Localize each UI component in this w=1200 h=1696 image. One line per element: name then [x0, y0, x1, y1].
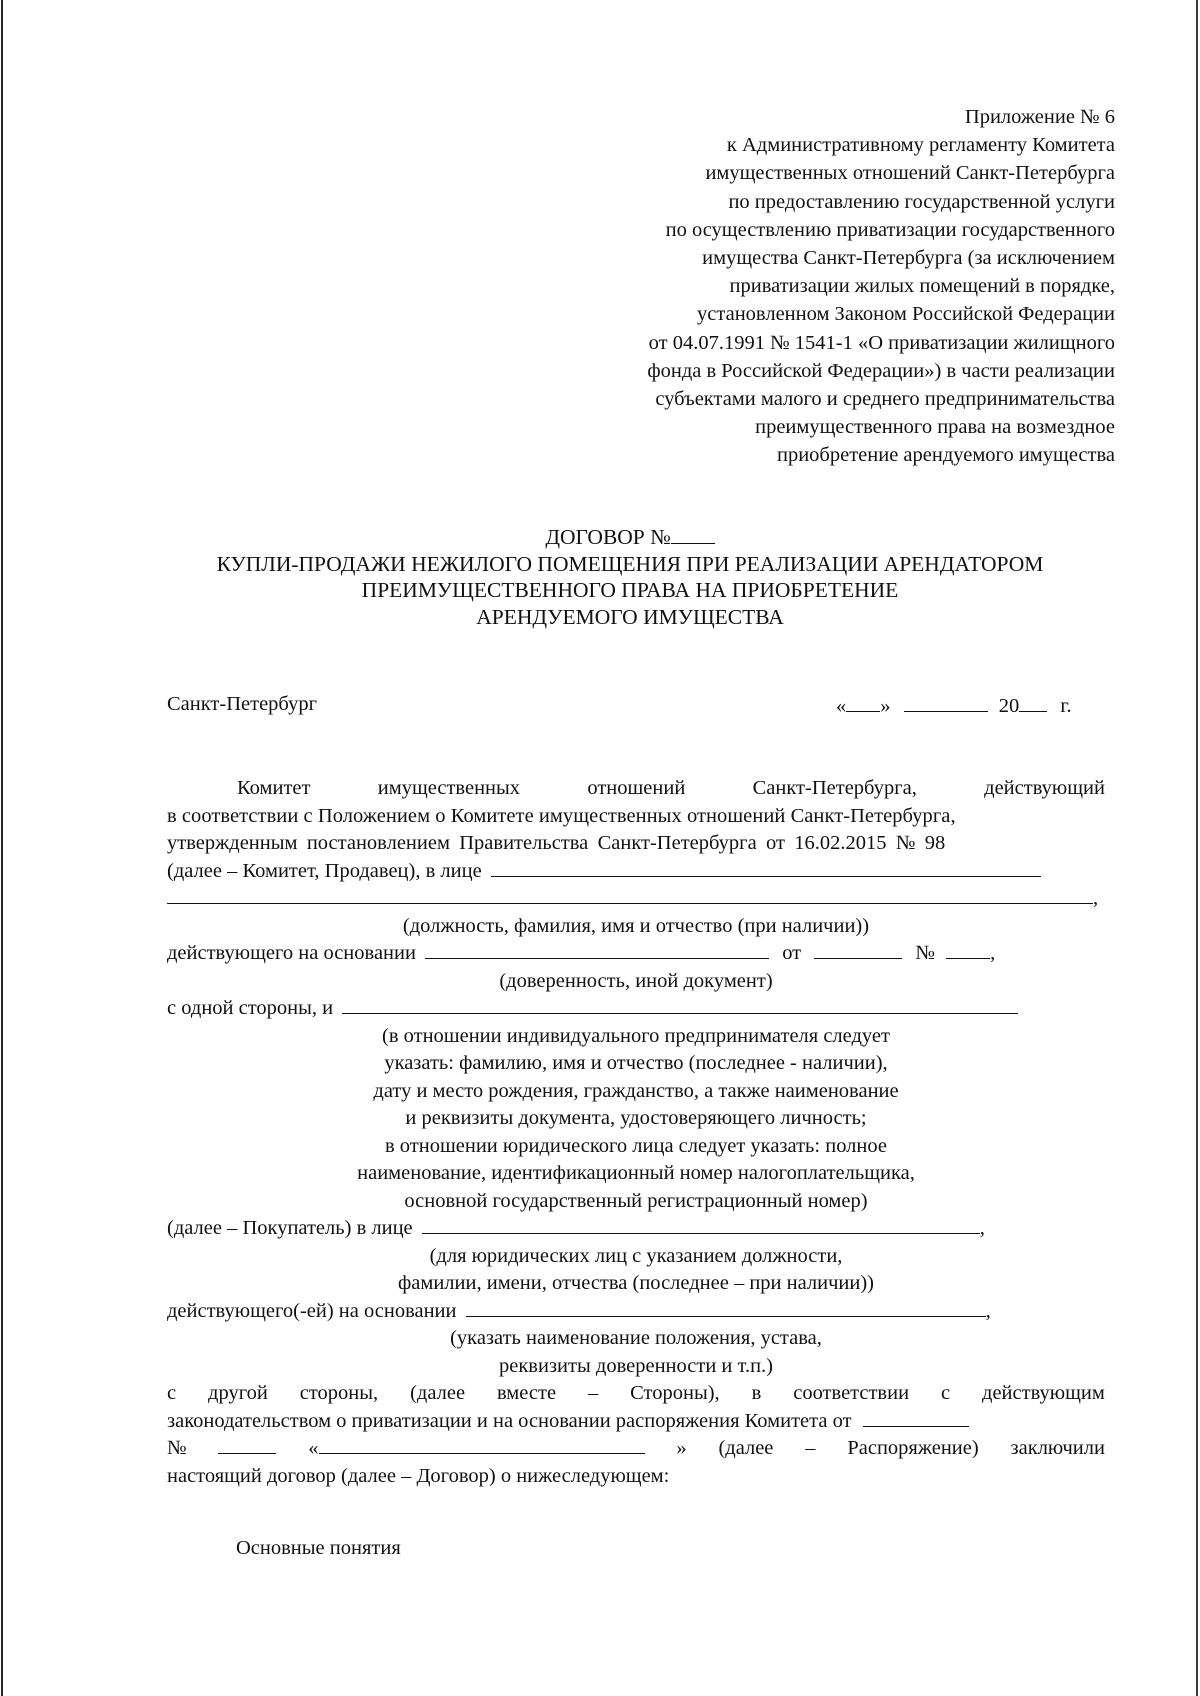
- word: стороны,: [299, 1382, 379, 1404]
- hint-party: (в отношении индивидуального предпринимателя следует: [382, 1024, 890, 1047]
- hint-basis: (указать наименование положения, устава,: [450, 1327, 822, 1349]
- word: (далее: [718, 1437, 774, 1459]
- date-year-prefix: 20: [998, 695, 1020, 717]
- order-date-blank: [863, 1408, 969, 1427]
- acting-basis2-blank: [466, 1298, 986, 1317]
- word: имущественных: [377, 777, 521, 799]
- appendix-line: имущества Санкт-Петербурга (за исключением: [702, 247, 1115, 270]
- hint-party: в отношении юридического лица следует указать: полное: [385, 1134, 887, 1157]
- appendix-line: субъектами малого и среднего предпринимательства: [655, 388, 1115, 411]
- word: действующим: [982, 1382, 1105, 1404]
- contract-number-label: ДОГОВОР №: [545, 525, 671, 549]
- contract-title-line: ПРЕИМУЩЕСТВЕННОГО ПРАВА НА ПРИОБРЕТЕНИЕ: [361, 578, 899, 602]
- section-heading: Основные понятия: [236, 1537, 401, 1559]
- comma: ,: [979, 1217, 985, 1239]
- hint-position: (должность, фамилия, имя и отчество (при наличии)): [402, 914, 870, 937]
- buyer-label: (далее – Покупатель) в лице: [167, 1217, 413, 1239]
- acting-basis-line: [167, 940, 1105, 968]
- hint-legal: фамилии, имени, отчества (последнее – при наличии)): [397, 1272, 874, 1294]
- contract-title: [140, 524, 1120, 630]
- contract-title-line: КУПЛИ-ПРОДАЖИ НЕЖИЛОГО ПОМЕЩЕНИЯ ПРИ РЕАЛИЗАЦИИ АРЕНДАТОРОМ: [216, 551, 1044, 576]
- one-side-line: [167, 995, 1105, 1023]
- number-blank: [946, 940, 990, 959]
- word: »: [676, 1437, 687, 1459]
- order-line: [167, 1435, 1105, 1463]
- word: с: [940, 1382, 951, 1404]
- appendix-line: установленном Законом Российской Федерации: [697, 303, 1115, 326]
- acting-basis-label: действующего на основании: [167, 942, 416, 964]
- seller-representative-label: (далее – Комитет, Продавец), в лице: [167, 859, 482, 882]
- appendix-line: по осуществлению приватизации государственного: [665, 218, 1115, 241]
- preamble: [167, 775, 1105, 1490]
- from-label: от: [782, 942, 802, 964]
- number-sign: №: [915, 942, 935, 964]
- contract-place: Санкт-Петербург: [167, 693, 317, 715]
- hint-doc: (доверенность, иной документ): [499, 969, 773, 992]
- hint-party: и реквизиты документа, удостоверяющего личность;: [405, 1107, 867, 1129]
- acting-basis2-label: действующего(-ей) на основании: [167, 1299, 457, 1322]
- other-side-line: [167, 1380, 1105, 1408]
- comma: ,: [990, 942, 996, 964]
- scan-edge-right: [1196, 0, 1198, 1696]
- date-day-blank: [846, 693, 880, 712]
- word: (далее: [410, 1382, 466, 1404]
- word: Комитет: [237, 777, 311, 799]
- appendix-header: [475, 103, 1115, 470]
- word: –: [587, 1382, 599, 1404]
- seller-representative-blank-2: [167, 885, 1093, 904]
- acting-basis2-line: [167, 1298, 1105, 1326]
- hint-party: указать: фамилию, имя и отчество (последнее - наличии),: [384, 1052, 888, 1074]
- hint-basis: реквизиты доверенности и т.п.): [499, 1354, 773, 1377]
- word: заключили: [1010, 1437, 1105, 1459]
- order-number-blank: [218, 1435, 276, 1454]
- word: Стороны),: [630, 1382, 720, 1404]
- appendix-line: Приложение № 6: [964, 106, 1115, 128]
- appendix-line: по предоставлению государственной услуги: [728, 190, 1115, 213]
- preamble-line: [167, 775, 1105, 803]
- seller-representative-blank: [491, 858, 1041, 877]
- hint-legal: (для юридических лиц с указанием должности,: [429, 1244, 843, 1267]
- contract-number-line: [140, 524, 1120, 551]
- contract-title-line: АРЕНДУЕМОГО ИМУЩЕСТВА: [476, 604, 784, 629]
- word: –: [805, 1437, 816, 1459]
- order-title-field: [308, 1435, 644, 1463]
- order-open-quote: «: [308, 1437, 319, 1459]
- date-open-quote: «: [836, 695, 847, 717]
- appendix-line: преимущественного права на возмездное: [755, 416, 1115, 439]
- word: с: [167, 1382, 177, 1404]
- comma: ,: [985, 1299, 991, 1322]
- contract-number-blank: [671, 525, 715, 544]
- buyer-representative-blank: [422, 1215, 980, 1234]
- legislation-line: [167, 1408, 1105, 1436]
- scan-edge-left: [1, 0, 3, 1696]
- date-year-blank: [1019, 693, 1047, 712]
- hint-party: дату и место рождения, гражданство, а также наименование: [373, 1079, 899, 1102]
- order-no: №: [167, 1437, 187, 1459]
- one-side-label: с одной стороны, и: [167, 997, 334, 1019]
- order-title-blank: [319, 1435, 645, 1454]
- word: Распоряжение): [847, 1437, 979, 1459]
- buyer-name-blank: [342, 995, 1018, 1014]
- concluded-line: настоящий договор (далее – Договор) о нижеследующем:: [167, 1464, 670, 1487]
- date-year-suffix: г.: [1060, 695, 1072, 717]
- date-close-quote: »: [880, 695, 891, 717]
- acting-basis-blank: [425, 940, 769, 959]
- comma: ,: [1093, 887, 1099, 909]
- preamble-line: в соответствии с Положением о Комитете имущественных отношений Санкт-Петербурга,: [167, 804, 956, 827]
- date-month-blank: [904, 693, 988, 712]
- from-date-blank: [814, 940, 902, 959]
- appendix-line: фонда в Российской Федерации») в части реализации: [647, 359, 1115, 382]
- word: соответствии: [793, 1382, 910, 1404]
- contract-date: [836, 693, 1072, 718]
- appendix-line: имущественных отношений Санкт-Петербурга: [705, 162, 1115, 185]
- appendix-line: приватизации жилых помещений в порядке,: [729, 275, 1115, 298]
- word: Санкт-Петербурга,: [752, 777, 917, 799]
- word: действующий: [984, 777, 1105, 799]
- word: отношений: [587, 777, 686, 799]
- hint-party: основной государственный регистрационный номер): [404, 1189, 868, 1212]
- hint-party: наименование, идентификационный номер налогоплательщика,: [357, 1162, 915, 1184]
- buyer-line: [167, 1215, 1105, 1243]
- preamble-line: [167, 858, 1105, 886]
- preamble-line: утвержденным постановлением Правительства Санкт-Петербурга от 16.02.2015 № 98: [167, 832, 946, 854]
- appendix-line: от 04.07.1991 № 1541-1 «О приватизации жилищного: [648, 331, 1115, 354]
- appendix-line: к Административному регламенту Комитета: [726, 134, 1115, 157]
- word: другой: [208, 1382, 268, 1404]
- legislation-text: законодательством о приватизации и на основании распоряжения Комитета от: [167, 1409, 852, 1432]
- preamble-line: [167, 885, 1105, 913]
- appendix-line: приобретение арендуемого имущества: [776, 444, 1115, 467]
- word: вместе: [496, 1382, 557, 1404]
- word: в: [751, 1382, 762, 1404]
